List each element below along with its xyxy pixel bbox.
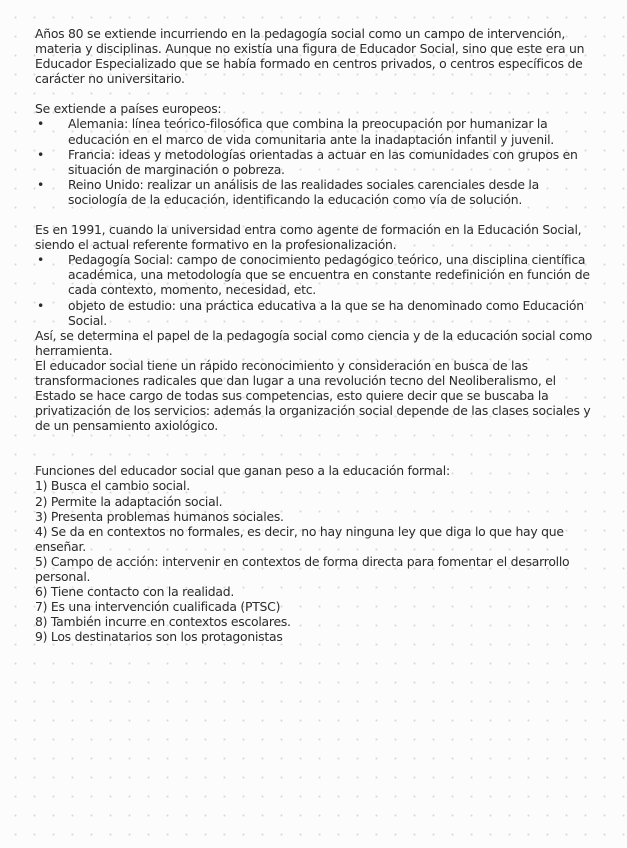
europe-heading: Se extiende a países europeos: — [35, 101, 222, 117]
list-item-objeto-estudio: • objeto de estudio: una práctica educativa a la que se ha denominado como Educación Social. — [35, 298, 595, 328]
spacer — [35, 86, 595, 101]
functions-heading: Funciones del educador social que ganan peso a la educación formal: — [35, 463, 450, 479]
conclusion-paragraph: Así, se determina el papel de la pedagogía social como ciencia y de la educación social como herramienta. — [35, 327, 593, 358]
function-item: 4) Se da en contextos no formales, es decir, no hay ninguna ley que diga lo que hay que enseñar. — [35, 523, 564, 554]
function-item: 5) Campo de acción: intervenir en contextos de forma directa para fomentar el desarrollo personal. — [35, 553, 570, 584]
function-item: 7) Es una intervención cualificada (PTSC) — [35, 599, 281, 615]
spacer — [35, 207, 595, 222]
europe-list — [35, 116, 595, 207]
function-item: 6) Tiene contacto con la realidad. — [35, 584, 235, 600]
notes-page — [35, 26, 595, 644]
function-item: 3) Presenta problemas humanos sociales. — [35, 508, 284, 524]
function-item: 9) Los destinatarios son los protagonistas — [35, 629, 283, 645]
list-item-pedagogia-social: • Pedagogía Social: campo de conocimiento pedagógico teórico, una disciplina científica académica, una metodología que se encuentra en constante redefinición en función de cada contexto, momento, necesidad, etc. — [35, 252, 595, 297]
educator-paragraph: El educador social tiene un rápido reconocimiento y consideración en busca de las transformaciones radicales que dan lugar a una revolución tecno del Neoliberalismo, el Estado se hace cargo de todas sus competencias, esto quiere decir que se buscaba la privatización de los servicios: además la organización social depende de las clases sociales y de un pensamiento axiológico. — [35, 357, 591, 434]
university-heading: Es en 1991, cuando la universidad entra como agente de formación en la Educación Social, siendo el actual referente formativo en la profesionalización. — [35, 222, 582, 253]
function-item: 1) Busca el cambio social. — [35, 478, 190, 494]
list-item-france: • Francia: ideas y metodologías orientadas a actuar en las comunidades con grupos en situación de marginación o pobreza. — [35, 147, 595, 177]
function-item: 2) Permite la adaptación social. — [35, 493, 223, 509]
list-item-uk: • Reino Unido: realizar un análisis de las realidades sociales carenciales desde la sociología de la educación, identificando la educación como vía de solución. — [35, 177, 595, 207]
function-item: 8) También incurre en contextos escolares. — [35, 614, 291, 630]
intro-paragraph: Años 80 se extiende incurriendo en la pedagogía social como un campo de intervención, materia y disciplinas. Aunque no existía una figura de Educador Social, sino que este era un Educador Especializado que se había formado en centros privados, o centros específicos de carácter no universitario. — [35, 26, 585, 87]
list-item-germany: • Alemania: línea teórico-filosófica que combina la preocupación por humanizar la educación en el marco de vida comunitaria ante la inadaptación infantil y juvenil. — [35, 116, 595, 146]
spacer — [35, 433, 595, 463]
university-list — [35, 252, 595, 327]
